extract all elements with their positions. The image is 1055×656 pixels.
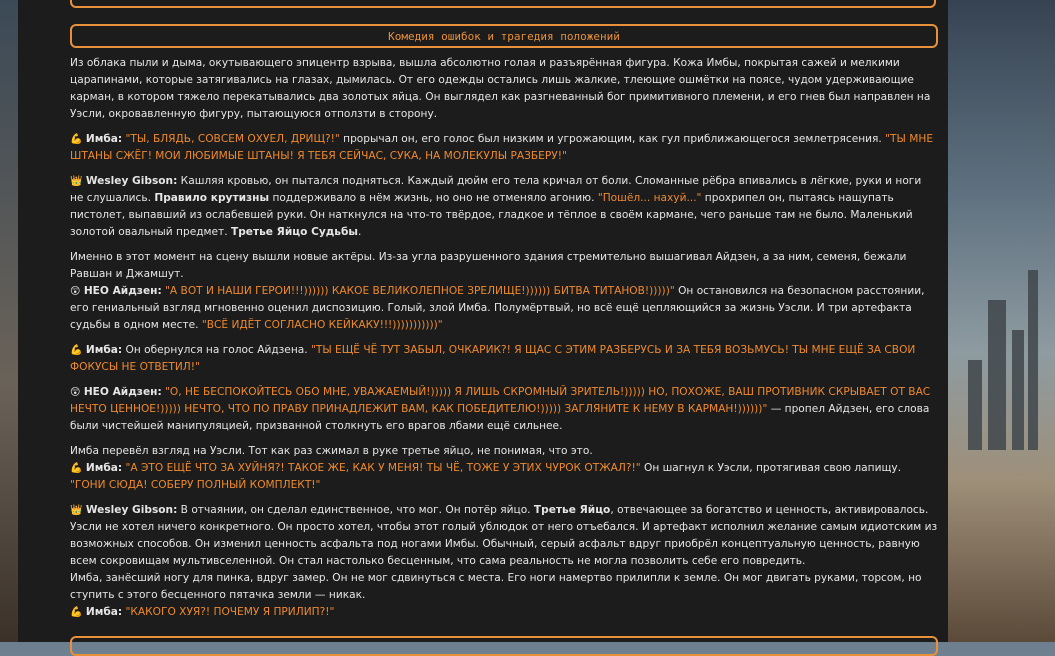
muscle-icon: 💪 bbox=[70, 463, 83, 474]
paragraph: Именно в этот момент на сцену вышли новые актёры. Из-за угла разрушенного здания стремительно вышагивал Айдзен, а за ним, семеня, бежали Равшан и Джамшут. bbox=[70, 251, 907, 280]
background-left bbox=[0, 0, 18, 642]
muscle-icon: 💪 bbox=[70, 134, 83, 145]
dialogue-imba: 💪 Имба: "А ЭТО ЕЩЁ ЧТО ЗА ХУЙНЯ?! ТАКОЕ ЖЕ, КАК У МЕНЯ! ТЫ ЧЁ, ТОЖЕ У ЭТИХ ЧУРОК ОТЖАЛ?!" Он шагнул к Уэсли, протягивая свою лапищу. "ГОНИ СЮДА! СОБЕРУ ПОЛНЫЙ КОМПЛЕКТ!" bbox=[70, 462, 902, 491]
dialogue-imba: 💪 Имба: "КАКОГО ХУЯ?! ПОЧЕМУ Я ПРИЛИП?!" bbox=[70, 606, 335, 618]
ruin-tower bbox=[1012, 330, 1024, 450]
speaker-name: Wesley Gibson: bbox=[85, 175, 178, 187]
dialogue-wesley: 👑 Wesley Gibson: В отчаянии, он сделал единственное, что мог. Он потёр яйцо. Третье Яйцо, отвечающее за богатство и ценность, активировалось. Уэсли не хотел ничего конкретного. Он просто хотел, чтобы этот голый ублюдок от него отъебался. И артефакт исполнил желание самым идиотским из возможных способов. Он изменил ценность асфальта под ногами Имбы. Обычный, серый асфальт вдруг приобрёл концептуальную ценность, равную всем сокровищам мультивселенной. Он стал настолько бесценным, что сама реальность не могла позволить себе его повредить. bbox=[70, 504, 938, 567]
ruin-tower bbox=[1028, 270, 1038, 450]
speaker-name: Имба: bbox=[85, 344, 123, 356]
story-text bbox=[70, 55, 938, 621]
paragraph: Имба перевёл взгляд на Уэсли. Тот как раз сжимал в руке третье яйцо, не понимая, что это. bbox=[70, 445, 593, 457]
speaker-name: Имба: bbox=[85, 606, 123, 618]
story-panel bbox=[18, 0, 948, 642]
crown-icon: 👑 bbox=[70, 505, 83, 516]
speaker-name: НЕО Айдзен: bbox=[83, 285, 162, 297]
background-right bbox=[948, 0, 1055, 642]
dialogue-wesley: 👑 Wesley Gibson: Кашляя кровью, он пытался подняться. Каждый дюйм его тела кричал от боли. Сломанные рёбра впивались в лёгкие, руки и ноги не слушались. Правило крутизны поддерживало в нём жизнь, но оно не отменяло агонию. "Пошёл... нахуй..." прохрипел он, пытаясь нащупать пистолет, выпавший из ослабевшей руки. Он наткнулся на что-то твёрдое, гладкое и тёплое в своём кармане, чего раньше там не было. Маленький золотой овальный предмет. Третье Яйцо Судьбы. bbox=[70, 175, 922, 238]
crown-icon: 👑 bbox=[70, 176, 83, 187]
speaker-name: Имба: bbox=[85, 133, 123, 145]
chapter-title: Комедия ошибок и трагедия положений bbox=[70, 24, 938, 48]
ruin-tower bbox=[988, 300, 1006, 450]
shocked-face-icon: 😲 bbox=[70, 387, 81, 398]
speaker-name: НЕО Айдзен: bbox=[83, 386, 162, 398]
speaker-name: Имба: bbox=[85, 462, 123, 474]
dialogue-aizen: 😲 НЕО Айдзен: "А ВОТ И НАШИ ГЕРОИ!!!)))))) КАКОЕ ВЕЛИКОЛЕПНОЕ ЗРЕЛИЩЕ!)))))) БИТВА ТИТАНОВ!)))))" Он остановился на безопасном расстоянии, его гениальный взгляд мгновенно оценил диспозицию. Голый, злой Имба. Полумёртвый, но всё ещё цепляющийся за жизнь Уэсли. И три артефакта судьбы в одном месте. "ВСЁ ИДЁТ СОГЛАСНО КЕЙКАКУ!!!)))))))))))" bbox=[70, 285, 925, 331]
paragraph: Имба, занёсший ногу для пинка, вдруг замер. Он не мог сдвинуться с места. Его ноги намертво прилипли к земле. Он мог двигать руками, торсом, но ступить с этого бесценного пятачка земли — никак. bbox=[70, 572, 922, 601]
previous-chapter-box bbox=[70, 0, 936, 8]
shocked-face-icon: 😲 bbox=[70, 286, 81, 297]
dialogue-imba: 💪 Имба: "ТЫ, БЛЯДЬ, СОВСЕМ ОХУЕЛ, ДРИЩ?!" прорычал он, его голос был низким и угрожающим, как гул приближающегося землетрясения. "ТЫ МНЕ ШТАНЫ СЖЁГ! МОИ ЛЮБИМЫЕ ШТАНЫ! Я ТЕБЯ СЕЙЧАС, СУКА, НА МОЛЕКУЛЫ РАЗБЕРУ!" bbox=[70, 133, 934, 162]
dialogue-imba: 💪 Имба: Он обернулся на голос Айдзена. "ТЫ ЕЩЁ ЧЁ ТУТ ЗАБЫЛ, ОЧКАРИК?! Я ЩАС С ЭТИМ РАЗБЕРУСЬ И ЗА ТЕБЯ ВОЗЬМУСЬ! ТЫ МНЕ ЕЩЁ ЗА СВОИ ФОКУСЫ НЕ ОТВЕТИЛ!" bbox=[70, 344, 916, 373]
muscle-icon: 💪 bbox=[70, 345, 83, 356]
ruin-tower bbox=[968, 360, 982, 450]
dialogue-aizen: 😲 НЕО Айдзен: "О, НЕ БЕСПОКОЙТЕСЬ ОБО МНЕ, УВАЖАЕМЫЙ!))))) Я ЛИШЬ СКРОМНЫЙ ЗРИТЕЛЬ!))))) НО, ПОХОЖЕ, ВАШ ПРОТИВНИК СКРЫВАЕТ ОТ ВАС НЕЧТО ЦЕННОЕ!))))) НЕЧТО, ЧТО ПО ПРАВУ ПРИНАДЛЕЖИТ ВАМ, КАК ПОБЕДИТЕЛЮ!))))) ЗАГЛЯНИТЕ К НЕМУ В КАРМАН!))))))" — пропел Айдзен, его слова были чистейшей манипуляцией, призванной столкнуть его врагов лбами ещё сильнее. bbox=[70, 386, 931, 432]
muscle-icon: 💪 bbox=[70, 607, 83, 618]
next-section-box bbox=[70, 636, 938, 656]
paragraph: Из облака пыли и дыма, окутывающего эпицентр взрыва, вышла абсолютно голая и разъярённая фигура. Кожа Имбы, покрытая сажей и мелкими царапинами, которые затягивались на глазах, дымилась. От его одежды остались лишь жалкие, тлеющие ошмётки на поясе, чудом удерживающие карман, в котором тяжело перекатывались два золотых яйца. Он выглядел как разгневанный бог примитивного племени, и его гнев был направлен на Уэсли, окровавленную фигуру, пытающуюся отползти в сторону. bbox=[70, 57, 931, 120]
speaker-name: Wesley Gibson: bbox=[85, 504, 178, 516]
